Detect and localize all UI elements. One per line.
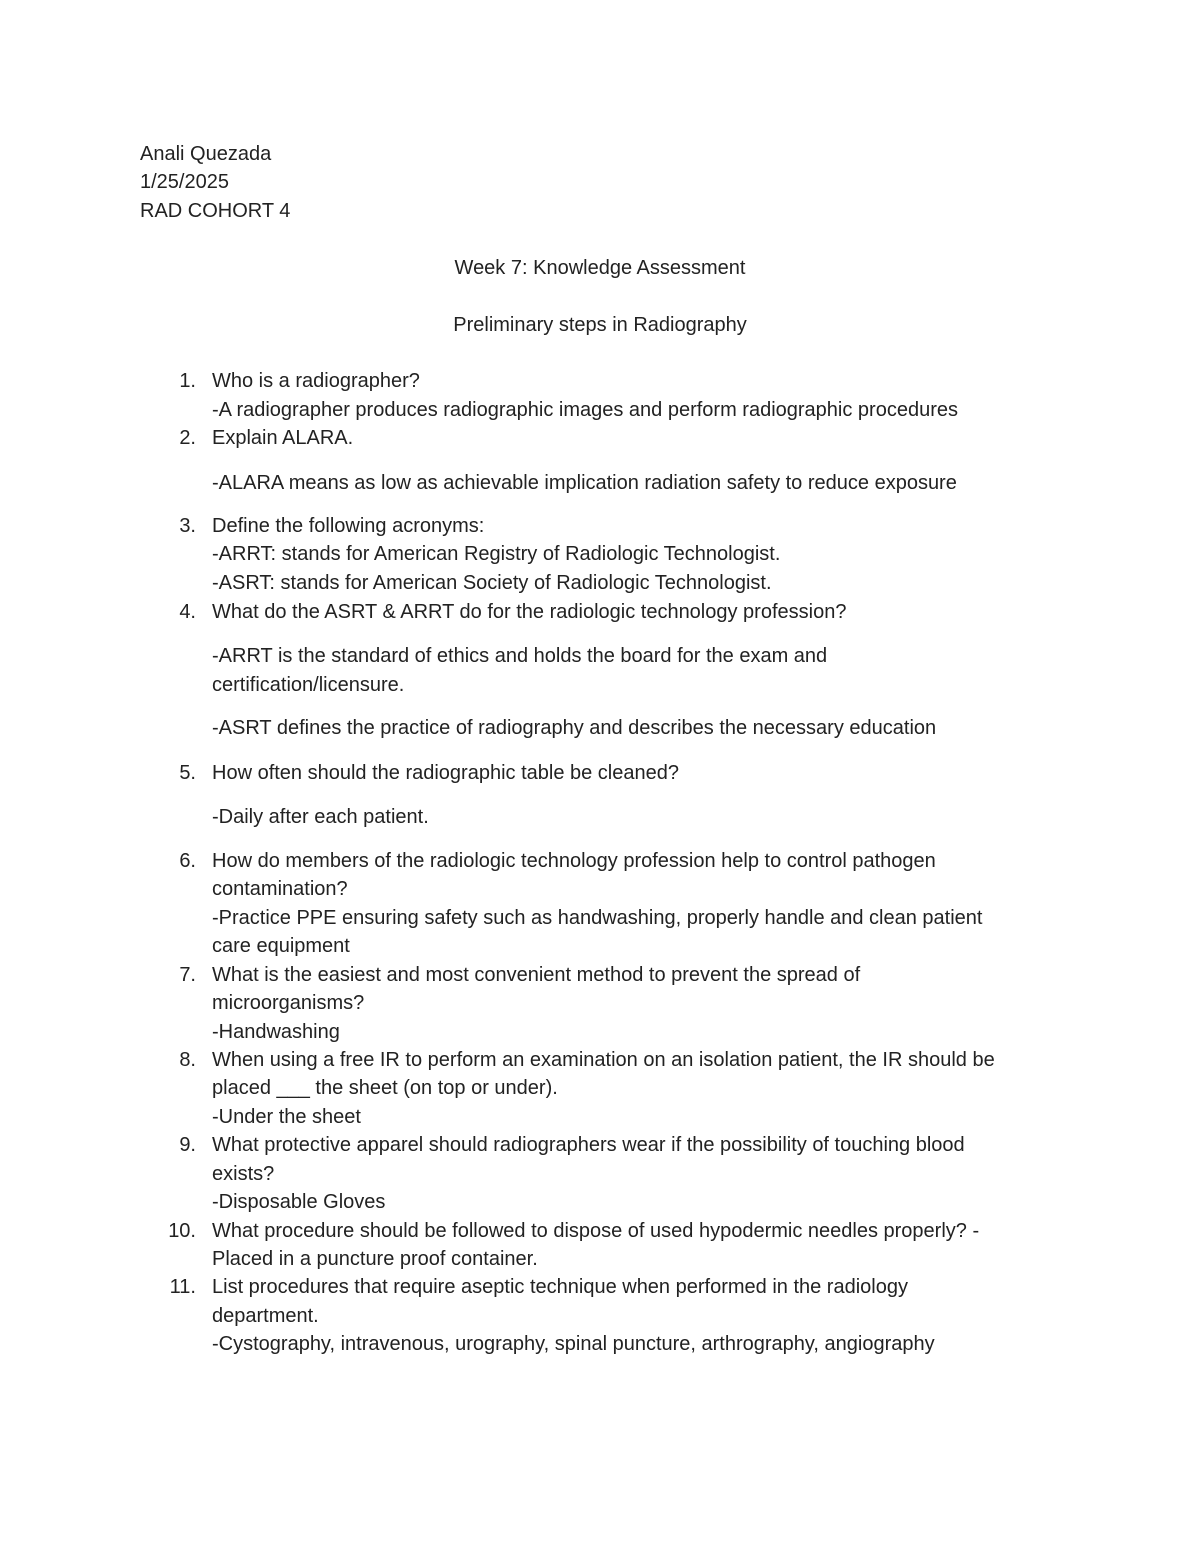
item-number: 7. <box>179 964 196 986</box>
answer-text: care equipment <box>212 935 350 957</box>
answer-text: -Practice PPE ensuring safety such as handwashing, properly handle and clean patient <box>212 907 983 929</box>
item-number: 5. <box>179 762 196 784</box>
question-text: placed ___ the sheet (on top or under). <box>212 1077 558 1099</box>
answer-text: -Handwashing <box>212 1021 340 1043</box>
answer-text: -ALARA means as low as achievable implication radiation safety to reduce exposure <box>212 472 957 494</box>
answer-text: -ASRT: stands for American Society of Radiologic Technologist. <box>212 572 772 594</box>
question-text: What protective apparel should radiographers wear if the possibility of touching blood <box>212 1134 965 1156</box>
student-name: Anali Quezada <box>140 143 272 165</box>
question-text: department. <box>212 1305 319 1327</box>
question-text: Explain ALARA. <box>212 427 354 449</box>
question-text: microorganisms? <box>212 992 365 1014</box>
answer-text: -Under the sheet <box>212 1106 361 1128</box>
answer-text: -ARRT is the standard of ethics and holds the board for the exam and <box>212 645 828 667</box>
answer-text: -Disposable Gloves <box>212 1191 386 1213</box>
answer-text: -Cystography, intravenous, urography, spinal puncture, arthrography, angiography <box>212 1333 935 1355</box>
question-text: contamination? <box>212 878 348 900</box>
item-number: 4. <box>179 601 196 623</box>
answer-text: -ASRT defines the practice of radiography and describes the necessary education <box>212 717 937 739</box>
page-subtitle: Preliminary steps in Radiography <box>453 314 747 336</box>
item-number: 1. <box>179 370 196 392</box>
question-text: What do the ASRT & ARRT do for the radiologic technology profession? <box>212 601 847 623</box>
answer-text: Placed in a puncture proof container. <box>212 1248 538 1270</box>
item-number: 9. <box>179 1134 196 1156</box>
question-text: Who is a radiographer? <box>212 370 420 392</box>
item-number: 11. <box>169 1276 196 1298</box>
item-number: 2. <box>179 427 196 449</box>
question-text: When using a free IR to perform an examination on an isolation patient, the IR should be <box>212 1049 995 1071</box>
item-number: 6. <box>179 850 196 872</box>
item-number: 8. <box>179 1049 196 1071</box>
question-text: How do members of the radiologic technology profession help to control pathogen <box>212 850 936 872</box>
cohort: RAD COHORT 4 <box>140 200 291 222</box>
date: 1/25/2025 <box>140 171 229 193</box>
page-title: Week 7: Knowledge Assessment <box>454 257 746 279</box>
question-text: What procedure should be followed to dispose of used hypodermic needles properly? - <box>212 1220 980 1242</box>
question-text: exists? <box>212 1163 275 1185</box>
answer-text: certification/licensure. <box>212 674 405 696</box>
question-text: How often should the radiographic table be cleaned? <box>212 762 679 784</box>
item-number: 10. <box>168 1220 196 1242</box>
question-text: Define the following acronyms: <box>212 515 485 537</box>
item-number: 3. <box>179 515 196 537</box>
question-text: List procedures that require aseptic technique when performed in the radiology <box>212 1276 908 1298</box>
answer-text: -Daily after each patient. <box>212 806 429 828</box>
answer-text: -A radiographer produces radiographic images and perform radiographic procedures <box>212 399 958 421</box>
answer-text: -ARRT: stands for American Registry of Radiologic Technologist. <box>212 543 781 565</box>
question-text: What is the easiest and most convenient method to prevent the spread of <box>212 964 861 986</box>
